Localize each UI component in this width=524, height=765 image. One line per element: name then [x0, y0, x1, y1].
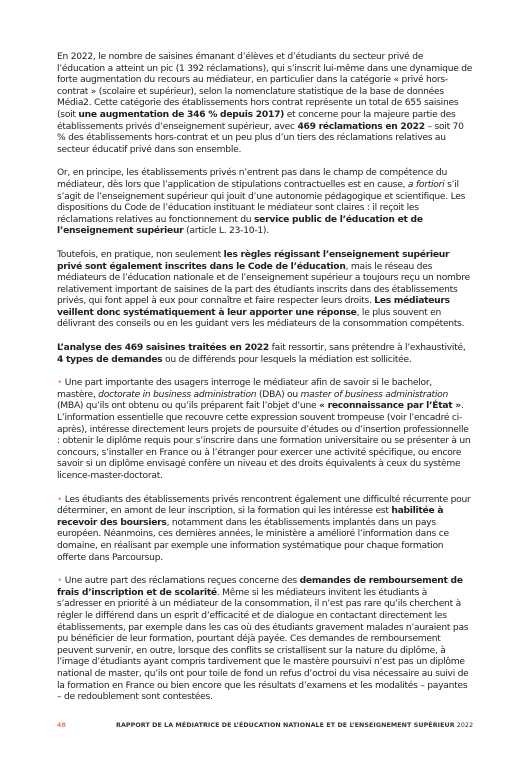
bullet-paragraph-3: [57, 576, 473, 704]
paragraph-4: [57, 343, 473, 366]
text-run: Une part importante des usagers interroge le médiateur afin de savoir si le bachelor, mastère,: [57, 378, 433, 400]
italic-run: master of business administration: [300, 389, 449, 400]
text-run: fait ressortir, sans prétendre à l’exhaustivité,: [269, 343, 466, 354]
report-year: 2022: [454, 722, 474, 729]
page-number: 48: [57, 722, 66, 729]
bullet-paragraph-1: [57, 378, 473, 482]
bold-run: « reconnaissance par l’État »: [319, 401, 461, 412]
text-run: et concerne pour la majeure partie des établissements privés d’enseignement supérieur, avec: [57, 109, 456, 132]
paragraph-3: [57, 250, 473, 331]
bullet-marker: •: [57, 378, 65, 389]
paragraph-1: [57, 52, 473, 156]
text-run: (MBA) qu’ils ont obtenu ou qu’ils préparent fait l’objet d’une: [57, 401, 319, 412]
bold-run: 469 réclamations en 2022: [297, 121, 425, 132]
body-text: [57, 52, 473, 716]
bold-run: les règles régissant l’enseignement supérieur privé sont également inscrites dans le Code de l’éducation: [57, 249, 450, 272]
text-run: Une autre part des réclamations reçues concerne des: [64, 576, 300, 587]
text-run: (article L. 23-10-1).: [183, 226, 269, 237]
bold-run: 4 types de demandes: [57, 354, 163, 365]
bullet-marker: •: [57, 494, 65, 505]
bold-run: service public de l’éducation et de l’enseignement supérieur: [57, 214, 423, 237]
text-run: , le plus souvent en délivrant des conseils ou en les guidant vers les médiateurs de la consommation compétents.: [57, 307, 465, 330]
bold-run: Les médiateurs veillent donc systématiquement à leur apporter une réponse: [57, 296, 450, 318]
italic-run: doctorate in business administration: [98, 389, 257, 400]
text-run: . Même si les médiateurs invitent les étudiants à s’adresser en priorité à un médiateur de la consommation, il n’est pas rare qu’ils cherchent à régler le différend dans un esprit d’efficacité et de dialogue en contactant directement les établissements, par exemple dans les cas où des étudiants gravement malades n’auraient pas pu bénéficier de leur formation, pourtant déjà payée. Ces demandes de remboursement peuvent survenir, en outre, lorsque des conflits se cristallisent sur la nature du diplôme, à l’image d’étudiants ayant compris tardivement que le mastère poursuivi n’est pas un diplôme national de master, qu’ils ont pour toile de fond un refus d’octroi du visa nécessaire au suivi de la formation en France ou bien encore que les résultats d’examens et les modalités – payantes – de redoublement sont contestées.: [57, 587, 469, 703]
text-run: Or, en principe, les établissements privés n’entrent pas dans le champ de compétence du médiateur, dès lors que l’application de stipulations contractuelles est en cause,: [57, 168, 447, 190]
text-run: s’il s’agit de l’enseignement supérieur qui jouit d’une autonomie pédagogique et scientifique. Les dispositions du Code de l’éducation instituant le médiateur sont claires : il reçoit les réclamations relatives au fonctionnement du: [57, 179, 466, 225]
paragraph-2: [57, 168, 473, 238]
bold-run: habilitée à recevoir des boursiers: [57, 506, 444, 528]
text-run: (DBA) ou: [256, 389, 301, 400]
text-run: En 2022, le nombre de saisines émanant d’élèves et d’étudiants du secteur privé de l’éducation a atteint un pic (1 392 réclamations), qui s’inscrit lui-même dans une dynamique de forte augmentation du recours au médiateur, en particulier dans la catégorie « privé hors-contrat » (scolaire et supérieur), selon la nomenclature statistique de la base de données Média2. Cette catégorie des établissements hors contrat représente un total de 655 saisines (soit: [57, 52, 473, 120]
bullet-marker: •: [57, 576, 65, 587]
bold-run: une augmentation de 346 % depuis 2017): [78, 109, 285, 120]
text-run: ou de différends pour lesquels la médiation est sollicitée.: [162, 354, 412, 365]
page-footer: [57, 722, 477, 729]
text-run: – soit 70 % des établissements hors-contrat et un peu plus d’un tiers des réclamations relatives au secteur éducatif privé dans son ensemble.: [57, 121, 464, 155]
text-run: , notamment dans les établissements implantés dans un pays européen. Néanmoins, ces dernières années, le ministère a amélioré l’information dans ce domaine, en réalisant par exemple une information systématique pour chaque formation offerte dans Parcoursup.: [57, 517, 449, 563]
bold-run: L’analyse des 469 saisines traitées en 2022: [57, 343, 269, 354]
bold-run: demandes de remboursement de frais d’inscription et de scolarité: [57, 576, 463, 598]
italic-run: a fortiori: [407, 179, 445, 190]
bullet-paragraph-2: [57, 495, 473, 565]
text-run: . L’information essentielle que recouvre cette expression souvent trompeuse (voir l’encadré ci-après), intéresse directement leurs projets de poursuite d’études ou d’insertion professionnelle : obtenir le diplôme requis pour s’inscrire dans une formation universitaire ou se présenter à un concours, s’installer en France ou à l’étranger pour exercer une activité spécifique, ou encore savoir si un diplôme envisagé confère un niveau et des droits équivalents à ceux du système licence-master-doctorat.: [57, 401, 471, 481]
text-run: Toutefois, en pratique, non seulement: [57, 249, 224, 260]
text-run: Les étudiants des établissements privés rencontrent également une difficulté récurrente pour déterminer, en amont de leur inscription, si la formation qui les intéresse est: [57, 494, 471, 517]
text-run: , mais le réseau des médiateurs de l’éducation nationale et de l’enseignement supérieur a toujours reçu un nombre relativement important de saisines de la part des étudiants inscrits dans des établissements privés, qui font appel à eux pour connaître et faire respecter leurs droits.: [57, 261, 470, 307]
report-title: RAPPORT DE LA MÉDIATRICE DE L’ÉDUCATION NATIONALE ET DE L’ENSEIGNEMENT SUPÉRIEUR: [116, 722, 455, 729]
